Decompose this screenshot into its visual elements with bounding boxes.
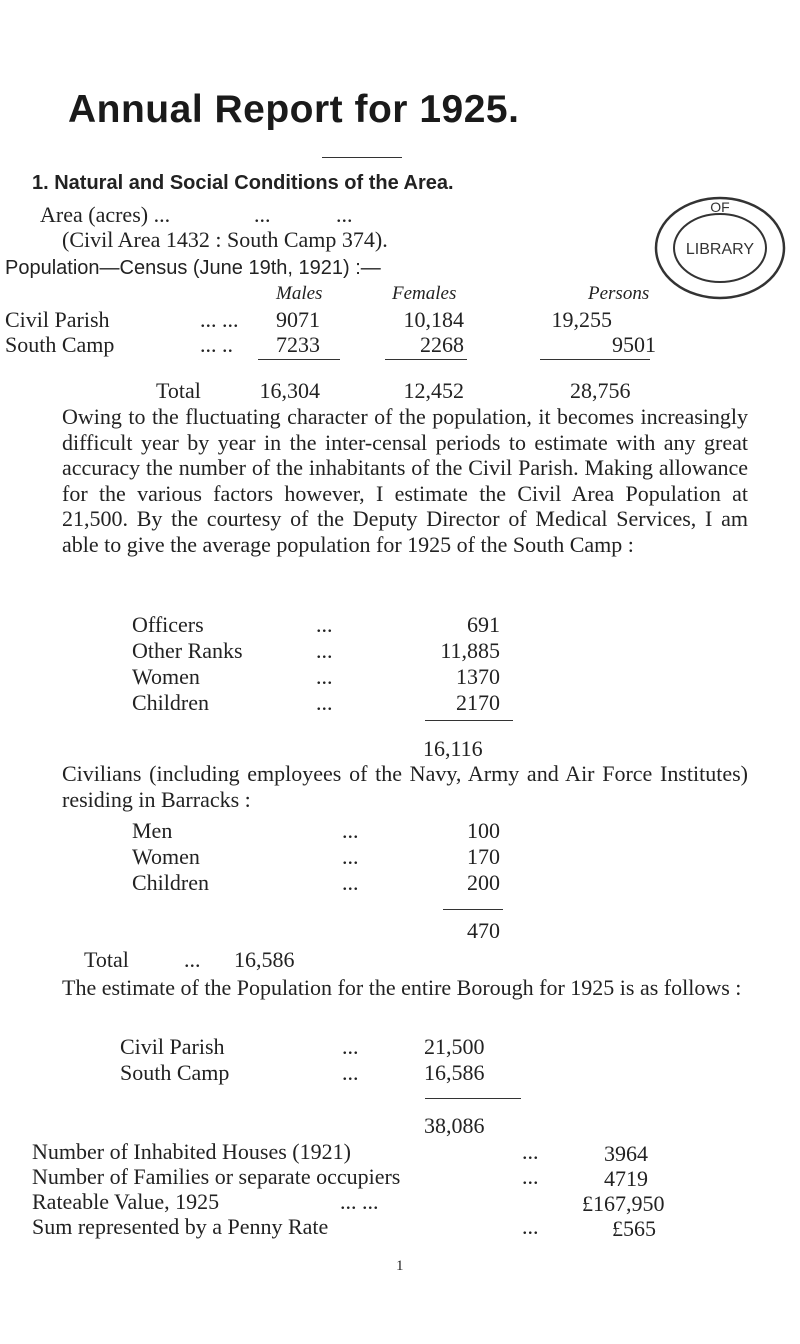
population-heading: Population—Census (June 19th, 1921) :— (5, 257, 381, 279)
civilian-dots: ... (342, 818, 359, 843)
persons-rule (540, 359, 650, 360)
borough-label: South Camp (120, 1060, 230, 1085)
paragraph-population-estimate: Owing to the fluctuating character of the population, it becomes increasingly difficult year by year in the inter-censal periods to estimate with any great accuracy the number of the inhabitants of the Civil Parish. Making allowance for the various factors however, I estimate the Civil Area Population at 21,500. By the courtesy of the Deputy Director of Medical Services, I am able to give the average population for 1925 of the South Camp : (62, 404, 748, 557)
stat-label: Number of Inhabited Houses (1921) (32, 1139, 351, 1164)
civilians-total-dots: ... (184, 947, 201, 972)
total-label: Total (156, 378, 201, 403)
stat-value: £167,950 (582, 1191, 665, 1216)
area-civil-note: (Civil Area 1432 : South Camp 374). (62, 227, 388, 252)
civilians-total-value: 16,586 (234, 947, 295, 972)
row-persons: 9501 (612, 332, 656, 357)
civilian-value: 200 (467, 870, 500, 895)
col-males: Males (276, 283, 323, 304)
camp-rule (425, 720, 513, 721)
row-males: 9071 (276, 307, 320, 332)
stamp-top-text: OF (710, 199, 730, 215)
camp-label: Children (132, 690, 209, 715)
camp-value: 2170 (456, 690, 500, 715)
row-persons: 19,255 (551, 307, 612, 332)
page-title: Annual Report for 1925. (68, 88, 520, 131)
row-dots: ... ... (200, 307, 239, 332)
civilian-value: 100 (467, 818, 500, 843)
camp-label: Officers (132, 612, 204, 637)
stat-value: 3964 (604, 1141, 648, 1166)
row-dots: ... .. (200, 332, 233, 357)
camp-value: 1370 (456, 664, 500, 689)
title-underline (322, 157, 402, 158)
library-stamp-icon (650, 188, 790, 308)
row-males: 7233 (276, 332, 320, 357)
camp-dots: ... (316, 612, 333, 637)
borough-dots: ... (342, 1034, 359, 1059)
civilian-label: Women (132, 844, 200, 869)
stat-value: £565 (612, 1216, 656, 1241)
stat-dots: ... (522, 1139, 539, 1164)
stat-value: 4719 (604, 1166, 648, 1191)
camp-dots: ... (316, 638, 333, 663)
section-heading: 1. Natural and Social Conditions of the Area. (32, 172, 454, 194)
row-name: South Camp (5, 332, 115, 357)
total-males: 16,304 (259, 378, 320, 403)
camp-total: 16,116 (423, 736, 483, 761)
page-number: 1 (396, 1258, 404, 1274)
stat-label: Sum represented by a Penny Rate (32, 1214, 329, 1239)
total-females: 12,452 (403, 378, 464, 403)
borough-value: 21,500 (424, 1034, 485, 1059)
camp-value: 691 (467, 612, 500, 637)
borough-label: Civil Parish (120, 1034, 225, 1059)
camp-dots: ... (316, 664, 333, 689)
males-rule (258, 359, 340, 360)
stat-label: Number of Families or separate occupiers (32, 1164, 401, 1189)
stat-dots: ... (522, 1164, 539, 1189)
total-persons: 28,756 (570, 378, 631, 403)
civilian-label: Children (132, 870, 209, 895)
camp-label: Women (132, 664, 200, 689)
area-dots-2: ... (336, 202, 353, 227)
civilian-dots: ... (342, 870, 359, 895)
row-name: Civil Parish (5, 307, 110, 332)
area-dots-1: ... (254, 202, 271, 227)
camp-value: 11,885 (440, 638, 500, 663)
borough-rule (425, 1098, 521, 1099)
civilian-label: Men (132, 818, 173, 843)
civilians-subtotal: 470 (467, 918, 500, 943)
col-females: Females (392, 283, 457, 304)
paragraph-civilians: Civilians (including employees of the Navy, Army and Air Force Institutes) residing in Barracks : (62, 761, 748, 812)
borough-total: 38,086 (424, 1113, 485, 1138)
stamp-main-text: LIBRARY (685, 241, 755, 258)
row-females: 2268 (420, 332, 464, 357)
civilian-value: 170 (467, 844, 500, 869)
stat-dots: ... (522, 1214, 539, 1239)
civilians-rule (443, 909, 503, 910)
camp-label: Other Ranks (132, 638, 243, 663)
row-females: 10,184 (403, 307, 464, 332)
civilians-total-label: Total (84, 947, 129, 972)
paragraph-borough: The estimate of the Population for the entire Borough for 1925 is as follows : (62, 975, 742, 1000)
stat-label: Rateable Value, 1925 (32, 1189, 220, 1214)
females-rule (385, 359, 467, 360)
borough-dots: ... (342, 1060, 359, 1085)
camp-dots: ... (316, 690, 333, 715)
civilian-dots: ... (342, 844, 359, 869)
stat-dots: ... ... (340, 1189, 379, 1214)
borough-value: 16,586 (424, 1060, 485, 1085)
col-persons: Persons (588, 283, 650, 304)
area-label: Area (acres) ... (40, 202, 171, 227)
